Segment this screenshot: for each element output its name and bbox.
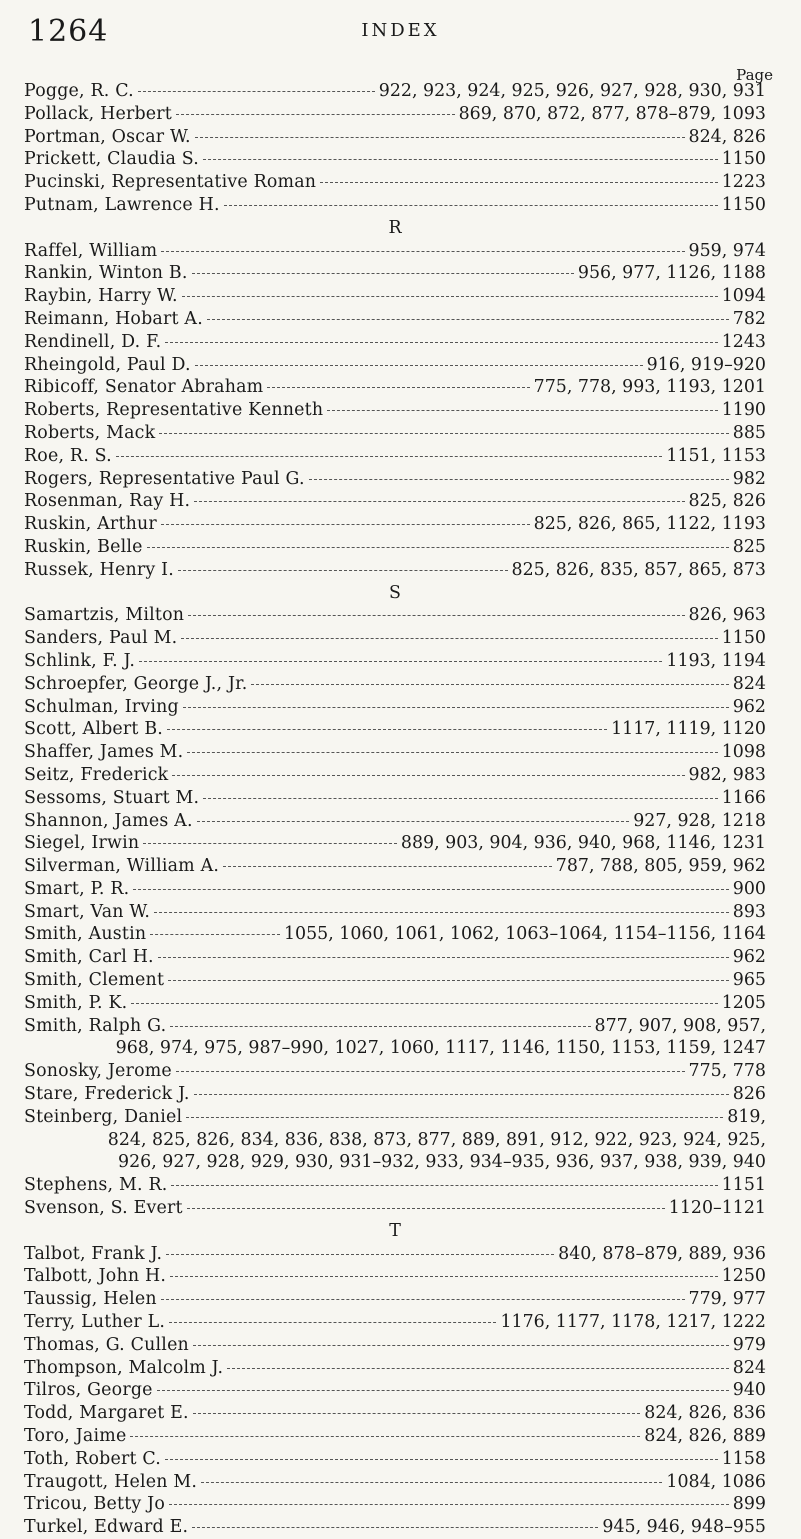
entry-pages: 826, 963 — [688, 605, 766, 626]
index-entry — [24, 1265, 766, 1288]
entry-name: Traugott, Helen M. — [24, 1471, 198, 1492]
dot-leader — [186, 1117, 723, 1118]
entry-pages: 1094 — [721, 286, 766, 307]
entry-pages: 916, 919–920 — [646, 354, 766, 375]
dot-leader — [181, 638, 717, 639]
entry-name: Schlink, F. J. — [24, 650, 136, 671]
entry-pages: 779, 977 — [688, 1289, 766, 1310]
entry-name: Samartzis, Milton — [24, 605, 185, 626]
index-entry — [24, 1471, 766, 1494]
entry-pages: 787, 788, 805, 959, 962 — [555, 856, 766, 877]
dot-leader — [197, 821, 630, 822]
entry-name: Pogge, R. C. — [24, 81, 134, 101]
index-entry — [24, 399, 766, 422]
entry-pages: 1117, 1119, 1120 — [611, 719, 766, 740]
dot-leader — [157, 1390, 729, 1391]
entry-pages: 877, 907, 908, 957, — [594, 1015, 766, 1036]
dot-leader — [187, 1208, 665, 1209]
dot-leader — [201, 1482, 662, 1483]
entry-pages: 1193, 1194 — [666, 650, 766, 671]
entry-name: Toth, Robert C. — [24, 1448, 161, 1469]
entry-name: Smith, P. K. — [24, 992, 128, 1013]
entry-pages: 940 — [732, 1380, 766, 1401]
entry-pages: 775, 778 — [688, 1061, 766, 1082]
entry-name: Putnam, Lawrence H. — [24, 194, 220, 215]
entry-pages: 885 — [732, 422, 766, 443]
entry-pages: 1150 — [721, 194, 766, 215]
entry-name: Thompson, Malcolm J. — [24, 1357, 224, 1378]
index-entry — [24, 1402, 766, 1425]
entry-name: Roberts, Mack — [24, 422, 156, 443]
entry-pages: 775, 778, 993, 1193, 1201 — [533, 377, 766, 398]
entry-pages: 982, 983 — [688, 764, 766, 785]
entry-pages: 1190 — [721, 400, 766, 421]
page-number: 1264 — [28, 14, 109, 49]
index-entry — [24, 445, 766, 468]
index-entry — [24, 787, 766, 810]
entry-name: Portman, Oscar W. — [24, 126, 191, 147]
entry-name: Stare, Frederick J. — [24, 1084, 190, 1105]
entry-name: Siegel, Irwin — [24, 833, 140, 854]
index-entry — [24, 1083, 766, 1106]
entry-pages: 922, 923, 924, 925, 926, 927, 928, 930, 931 — [378, 81, 766, 101]
entry-name: Rosenman, Ray H. — [24, 491, 191, 512]
dot-leader — [176, 114, 455, 115]
dot-leader — [187, 752, 717, 753]
index-entry — [24, 422, 766, 445]
entry-pages: 899 — [732, 1494, 766, 1515]
entry-pages: 825, 826, 835, 857, 865, 873 — [511, 559, 766, 580]
index-entry — [24, 1197, 766, 1220]
dot-leader — [192, 273, 574, 274]
dot-leader — [227, 1368, 729, 1369]
index-entry — [24, 1106, 766, 1129]
dot-leader — [320, 182, 718, 183]
index-entry — [24, 832, 766, 855]
dot-leader — [169, 1504, 729, 1505]
dot-leader — [207, 319, 729, 320]
dot-leader — [169, 1322, 496, 1323]
entry-name: Sonosky, Jerome — [24, 1061, 172, 1082]
index-entry — [24, 1060, 766, 1083]
entry-pages: 982 — [732, 468, 766, 489]
dot-leader — [170, 1276, 718, 1277]
entry-name: Tricou, Betty Jo — [24, 1494, 165, 1515]
entry-pages: 1084, 1086 — [666, 1471, 766, 1492]
entry-name: Rogers, Representative Paul G. — [24, 468, 305, 489]
section-letter: R — [388, 217, 402, 238]
entry-pages: 1205 — [721, 992, 766, 1013]
index-entry — [24, 627, 766, 650]
page-header — [28, 14, 773, 54]
index-entry — [24, 1311, 766, 1334]
entry-name: Seitz, Frederick — [24, 764, 169, 785]
dot-leader — [193, 1413, 641, 1414]
index-entry — [24, 1379, 766, 1402]
entry-pages: 979 — [732, 1334, 766, 1355]
entry-pages: 1166 — [721, 787, 766, 808]
entry-name: Pucinski, Representative Roman — [24, 172, 317, 193]
index-entry — [24, 80, 766, 103]
dot-leader — [131, 1003, 717, 1004]
index-entry — [24, 1015, 766, 1038]
dot-leader — [147, 547, 729, 548]
entry-pages: 945, 946, 948–955 — [602, 1517, 766, 1538]
entry-pages: 1120–1121 — [668, 1198, 766, 1219]
entry-pages: 1176, 1177, 1178, 1217, 1222 — [500, 1312, 766, 1333]
entry-pages: 824, 826 — [688, 126, 766, 147]
dot-leader — [170, 1026, 590, 1027]
entry-pages: 1151, 1153 — [666, 445, 766, 466]
entry-pages: 956, 977, 1126, 1188 — [577, 263, 766, 284]
dot-leader — [309, 479, 729, 480]
index-entry — [24, 810, 766, 833]
index-entry — [24, 1357, 766, 1380]
entry-name: Smart, Van W. — [24, 901, 151, 922]
entry-name: Todd, Margaret E. — [24, 1403, 189, 1424]
dot-leader — [194, 1094, 729, 1095]
entry-pages: 824 — [732, 673, 766, 694]
entry-name: Tilros, George — [24, 1380, 153, 1401]
dot-leader — [327, 410, 717, 411]
index-entry — [24, 1288, 766, 1311]
entry-pages: 965 — [732, 970, 766, 991]
entry-name: Schroepfer, George J., Jr. — [24, 673, 248, 694]
entry-name: Roberts, Representative Kenneth — [24, 400, 324, 421]
entry-pages-continued: 968, 974, 975, 987–990, 1027, 1060, 1117, 1146, 1150, 1153, 1159, 1247 — [115, 1038, 766, 1059]
entry-pages: 869, 870, 872, 877, 878–879, 1093 — [458, 103, 766, 124]
dot-leader — [116, 456, 663, 457]
index-entry — [24, 126, 766, 149]
entry-name: Steinberg, Daniel — [24, 1106, 183, 1127]
entry-name: Silverman, William A. — [24, 856, 220, 877]
entry-name: Thomas, G. Cullen — [24, 1334, 189, 1355]
dot-leader — [154, 912, 729, 913]
index-entry — [24, 718, 766, 741]
dot-leader — [159, 433, 728, 434]
entry-pages: 824 — [732, 1357, 766, 1378]
entry-name: Roe, R. S. — [24, 445, 112, 466]
entry-name: Raffel, William — [24, 240, 158, 261]
index-entry — [24, 513, 766, 536]
entry-name: Reimann, Hobart A. — [24, 308, 203, 329]
dot-leader — [172, 775, 684, 776]
entry-pages: 962 — [732, 947, 766, 968]
index-entry — [24, 1516, 766, 1539]
entry-pages: 1150 — [721, 149, 766, 170]
entry-pages: 900 — [732, 878, 766, 899]
dot-leader — [158, 957, 729, 958]
dot-leader — [195, 365, 643, 366]
index-entry — [24, 308, 766, 331]
entry-name: Shaffer, James M. — [24, 742, 184, 763]
entry-pages: 1223 — [721, 172, 766, 193]
dot-leader — [176, 1071, 685, 1072]
entry-pages: 959, 974 — [688, 240, 766, 261]
entry-name: Taussig, Helen — [24, 1289, 157, 1310]
entry-name: Shannon, James A. — [24, 810, 193, 831]
entry-name: Turkel, Edward E. — [24, 1517, 189, 1538]
running-head: INDEX — [361, 20, 440, 41]
entry-name: Rheingold, Paul D. — [24, 354, 191, 375]
entry-name: Smith, Carl H. — [24, 947, 154, 968]
dot-leader — [192, 1527, 598, 1528]
dot-leader — [165, 1459, 718, 1460]
dot-leader — [183, 707, 729, 708]
dot-leader — [267, 387, 529, 388]
entry-pages: 819, — [727, 1106, 766, 1127]
entry-pages: 1151 — [721, 1175, 766, 1196]
index-entry — [24, 194, 766, 217]
entry-name: Smart, P. R. — [24, 878, 130, 899]
entry-name: Stephens, M. R. — [24, 1175, 168, 1196]
section-letter: T — [389, 1220, 401, 1241]
index-entry — [24, 1243, 766, 1266]
entry-pages: 1150 — [721, 628, 766, 649]
dot-leader — [223, 866, 552, 867]
dot-leader — [194, 501, 684, 502]
entry-name: Terry, Luther L. — [24, 1312, 166, 1333]
index-entry — [24, 1448, 766, 1471]
dot-leader — [195, 137, 685, 138]
dot-leader — [168, 980, 729, 981]
index-entry — [24, 285, 766, 308]
dot-leader — [161, 251, 684, 252]
dot-leader — [133, 889, 728, 890]
dot-leader — [143, 843, 397, 844]
entry-name: Ribicoff, Senator Abraham — [24, 377, 264, 398]
dot-leader — [224, 205, 718, 206]
entry-name: Sanders, Paul M. — [24, 628, 178, 649]
entry-pages: 1250 — [721, 1266, 766, 1287]
dot-leader — [130, 1436, 640, 1437]
index-entry — [24, 923, 766, 946]
entry-pages: 825, 826, 865, 1122, 1193 — [533, 514, 766, 535]
dot-leader — [188, 615, 684, 616]
entry-name: Russek, Henry I. — [24, 559, 174, 580]
index-entry — [24, 1334, 766, 1357]
entry-pages: 826 — [732, 1084, 766, 1105]
index-entry — [24, 878, 766, 901]
entry-pages: 1243 — [721, 331, 766, 352]
entry-name: Ruskin, Arthur — [24, 514, 157, 535]
index-entry — [24, 741, 766, 764]
index-entry — [24, 992, 766, 1015]
dot-leader — [251, 684, 728, 685]
dot-leader — [167, 729, 607, 730]
entry-name: Talbot, Frank J. — [24, 1243, 163, 1264]
index-entry — [24, 1174, 766, 1197]
entry-name: Prickett, Claudia S. — [24, 149, 200, 170]
dot-leader — [138, 91, 375, 92]
dot-leader — [165, 342, 717, 343]
dot-leader — [203, 798, 718, 799]
entry-pages-continued: 824, 825, 826, 834, 836, 838, 873, 877, 889, 891, 912, 922, 923, 924, 925, — [107, 1129, 766, 1150]
entry-pages-continued: 926, 927, 928, 929, 930, 931–932, 933, 934–935, 936, 937, 938, 939, 940 — [118, 1152, 766, 1173]
index-entry — [24, 673, 766, 696]
index-entry — [24, 969, 766, 992]
page-column-label: Page — [736, 66, 773, 84]
index-entry — [24, 331, 766, 354]
entry-pages: 782 — [732, 308, 766, 329]
index-entry — [24, 946, 766, 969]
dot-leader — [193, 1345, 729, 1346]
dot-leader — [161, 1299, 685, 1300]
index-entry — [24, 171, 766, 194]
entry-name: Ruskin, Belle — [24, 536, 143, 557]
dot-leader — [171, 1185, 717, 1186]
dot-leader — [203, 159, 718, 160]
entry-name: Sessoms, Stuart M. — [24, 787, 200, 808]
entry-pages: 1158 — [721, 1448, 766, 1469]
entry-name: Rendinell, D. F. — [24, 331, 162, 352]
dot-leader — [161, 524, 530, 525]
entry-pages: 893 — [732, 901, 766, 922]
index-entry — [24, 650, 766, 673]
dot-leader — [150, 934, 280, 935]
entry-pages: 825, 826 — [688, 491, 766, 512]
entry-name: Svenson, S. Evert — [24, 1198, 183, 1219]
dot-leader — [178, 570, 508, 571]
index-entry — [24, 240, 766, 263]
index-entry — [24, 148, 766, 171]
dot-leader — [166, 1254, 554, 1255]
index-entry — [24, 901, 766, 924]
index-entry — [24, 696, 766, 719]
entry-pages: 825 — [732, 536, 766, 557]
entry-name: Pollack, Herbert — [24, 103, 172, 124]
entry-name: Smith, Ralph G. — [24, 1015, 167, 1036]
index-entry — [24, 490, 766, 513]
section-letter: S — [389, 582, 401, 603]
index-entry — [24, 764, 766, 787]
entry-pages: 927, 928, 1218 — [633, 810, 766, 831]
index-entry — [24, 855, 766, 878]
dot-leader — [182, 296, 718, 297]
index-entry — [24, 536, 766, 559]
entry-name: Raybin, Harry W. — [24, 286, 178, 307]
entry-pages: 889, 903, 904, 936, 940, 968, 1146, 1231 — [400, 833, 766, 854]
entry-name: Schulman, Irving — [24, 696, 179, 717]
entry-name: Toro, Jaime — [24, 1426, 127, 1447]
entry-name: Talbott, John H. — [24, 1266, 167, 1287]
index-entry — [24, 559, 766, 582]
entry-name: Rankin, Winton B. — [24, 263, 188, 284]
entry-pages: 840, 878–879, 889, 936 — [558, 1243, 766, 1264]
index-entry — [24, 604, 766, 627]
entry-pages: 824, 826, 889 — [644, 1426, 766, 1447]
index-entry — [24, 354, 766, 377]
entry-pages: 1055, 1060, 1061, 1062, 1063–1064, 1154–1156, 1164 — [283, 924, 766, 945]
index-entries — [24, 80, 766, 1539]
index-entry — [24, 376, 766, 399]
index-entry — [24, 262, 766, 285]
index-entry — [24, 1493, 766, 1516]
entry-pages: 1098 — [721, 742, 766, 763]
entry-name: Smith, Austin — [24, 924, 147, 945]
index-entry — [24, 103, 766, 126]
entry-pages: 824, 826, 836 — [644, 1403, 766, 1424]
entry-name: Smith, Clement — [24, 970, 165, 991]
index-entry — [24, 468, 766, 491]
index-entry — [24, 1425, 766, 1448]
dot-leader — [139, 661, 662, 662]
entry-name: Scott, Albert B. — [24, 719, 164, 740]
entry-pages: 962 — [732, 696, 766, 717]
